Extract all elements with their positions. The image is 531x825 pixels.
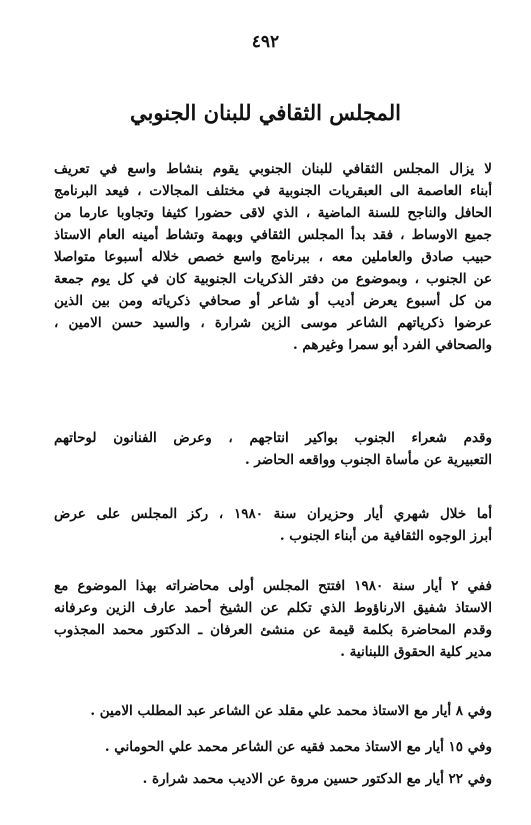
- text-line: حبيب صادق والعاملين معه ، ببرنامج واسع خصص خلاله أسبوعا متواصلا: [54, 249, 492, 265]
- text-line: التعبيرية عن مأساة الجنوب وواقعه الحاضر .: [244, 452, 492, 468]
- text-line: أما خلال شهري أيار وحزيران سنة ١٩٨٠ ، ركز المجلس على عرض: [54, 506, 492, 522]
- text-line: ففي ٢ أيار سنة ١٩٨٠ افتتح المجلس أولى محاضراته بهذا الموضوع مع: [54, 578, 492, 594]
- text-line: الاستاذ شفيق الارناؤوط الذي تكلم عن الشيخ أحمد عارف الزين وعرفانه: [54, 600, 492, 616]
- text-line: مدير كلية الحقوق اللبنانية .: [340, 644, 492, 660]
- text-line: أبرز الوجوه الثقافية من أبناء الجنوب .: [279, 528, 492, 544]
- page-number: ٤٩٢: [251, 32, 280, 52]
- text-line: والصحافي الفرد أبو سمرا وغيرهم .: [293, 337, 492, 353]
- list-item: وفي ٨ أيار مع الاستاذ محمد علي مقلد عن الشاعر عبد المطلب الامين .: [90, 703, 492, 719]
- text-line: الحافل والناجح للسنة الماضية ، الذي لاقى حضورا كثيفا وتجاوبا عارما من: [54, 205, 492, 221]
- article-title: المجلس الثقافي للبنان الجنوبي: [130, 100, 401, 125]
- paragraph-1: [54, 158, 492, 356]
- text-line: عن الجنوب ، وبموضوع من دفتر الذكريات الجنوبية كان في كل يوم جمعة: [54, 271, 492, 287]
- list-item: وفي ٢٢ أيار مع الدكتور حسين مروة عن الاديب محمد شرارة .: [142, 771, 492, 787]
- text-line: أبناء العاصمة الى العبقريات الجنوبية في مختلف المجالات ، فيعد البرنامج: [54, 183, 492, 199]
- paragraph-3: [54, 503, 492, 547]
- paragraph-2: [54, 427, 492, 471]
- text-line: عرضوا ذكرياتهم الشاعر موسى الزين شرارة ، والسيد حسن الامين ،: [54, 315, 492, 331]
- text-line: لا يزال المجلس الثقافي للبنان الجنوبي يقوم بنشاط واسع في تعريف: [54, 161, 492, 177]
- text-line: وقدم المحاضرة بكلمة قيمة عن منشئ العرفان ـ الدكتور محمد المجذوب: [54, 622, 492, 638]
- text-line: وقدم شعراء الجنوب بواكير انتاجهم ، وعرض الفنانون لوحاتهم: [54, 430, 492, 446]
- paragraph-4: [54, 575, 492, 663]
- list-item: وفي ١٥ أيار مع الاستاذ محمد فقيه عن الشاعر محمد علي الحوماني .: [104, 739, 492, 755]
- text-line: من كل أسبوع يعرض أديب أو شاعر أو صحافي ذكرياته ومن بين الذين: [54, 293, 492, 309]
- text-line: جميع الاوساط ، فقد بدأ المجلس الثقافي وبهمة وتشاط أمينه العام الاستاذ: [54, 227, 492, 243]
